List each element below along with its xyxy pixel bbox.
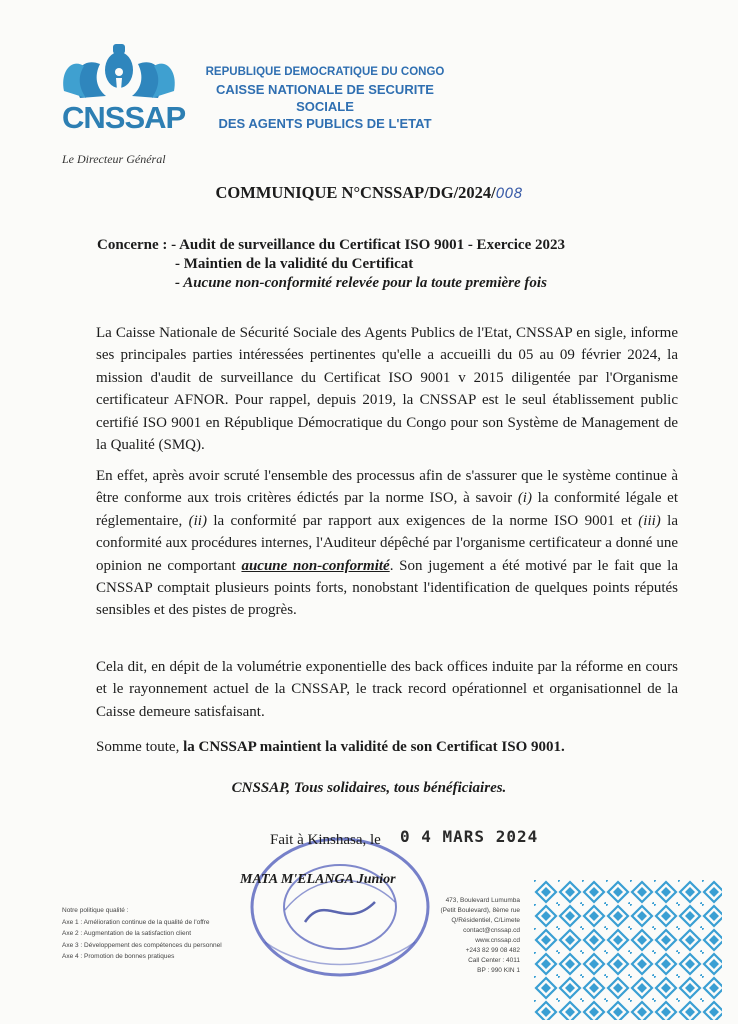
p2-roman-i: (i) bbox=[517, 490, 532, 507]
place-date-label: Fait à Kinshasa, le bbox=[270, 832, 381, 848]
p2-text-a: En effet, après avoir scruté l'ensemble des processus afin de s'assurer que le système continue à être conforme aux trois critères édictés par la norme ISO, à savoir bbox=[96, 468, 678, 507]
quality-policy bbox=[62, 905, 222, 963]
contact-line: www.cnssap.cd bbox=[475, 937, 520, 944]
logo-wordmark: CNSSAP bbox=[62, 100, 186, 135]
p2-text-d: la conformité aux procédures internes, l'Auditeur dépêché par l'organisme certificateur a donné une opinion ne comportant bbox=[96, 512, 679, 574]
contact-line: Call Center : 4011 bbox=[468, 957, 520, 964]
contact-line: (Petit Boulevard), 8ème rue bbox=[440, 907, 520, 914]
institution-header bbox=[200, 64, 450, 132]
concerne-item-2: - Maintien de la validité du Certificat bbox=[175, 256, 414, 272]
quality-axis: Axe 2 : Augmentation de la satisfaction client bbox=[62, 930, 191, 937]
stamped-date: 0 4 MARS 2024 bbox=[400, 827, 539, 846]
paragraph-2 bbox=[96, 465, 678, 622]
slogan: CNSSAP, Tous solidaires, tous bénéficiaires. bbox=[231, 780, 507, 796]
quality-axis: Axe 4 : Promotion de bonnes pratiques bbox=[62, 953, 175, 960]
official-stamp-icon bbox=[245, 832, 435, 982]
directeur-general-label: Le Directeur Général bbox=[62, 152, 166, 166]
contact-line: BP : 990 KIN 1 bbox=[477, 967, 520, 974]
communique-title bbox=[0, 183, 738, 203]
paragraph-3: Cela dit, en dépit de la volumétrie exponentielle des back offices induite par la réforme en cours et le rayonnement actuel de la CNSSAP, le track record opérationnel et organisationnel de la Caisse demeure satisfaisant. bbox=[96, 659, 678, 720]
concerne-block bbox=[97, 236, 565, 293]
p2-text-b: la conformité légale et réglementaire, bbox=[96, 490, 678, 529]
contact-line: contact@cnssap.cd bbox=[463, 927, 520, 934]
contact-line: +243 82 99 08 482 bbox=[465, 947, 520, 954]
p2-roman-iii: (iii) bbox=[638, 512, 661, 529]
contact-block bbox=[420, 896, 520, 976]
header-institution-line1: CAISSE NATIONALE DE SECURITE SOCIALE bbox=[216, 82, 434, 114]
p2-roman-ii: (ii) bbox=[188, 512, 207, 529]
concerne-item-3: - Aucune non-conformité relevée pour la toute première fois bbox=[175, 275, 547, 291]
p2-text-c: la conformité par rapport aux exigences de la norme ISO 9001 et bbox=[206, 512, 639, 529]
p2-emphasis: aucune non-conformité bbox=[241, 557, 390, 574]
p2-text-e: . Son jugement a été motivé par le fait que la CNSSAP comptait plusieurs points forts, nonobstant l'identification de quelques points réputés sensibles et des pistes de progrès. bbox=[96, 557, 678, 619]
paragraph-1: La Caisse Nationale de Sécurité Sociale des Agents Publics de l'Etat, CNSSAP en sigle, informe ses principales parties intéressées pertinentes qu'elle a accueilli du 05 au 09 février 2024, la mission d'audit de surveillance du Certificat ISO 9001 v 2015 diligentée par l'Organisme certificateur AFNOR. Pour rappel, depuis 2019, la CNSSAP est le seul établissement public certifié ISO 9001 en République Démocratique du Congo pour son Système de Management de la Qualité (SMQ). bbox=[96, 325, 678, 454]
contact-line: 473, Boulevard Lumumba bbox=[445, 897, 520, 904]
paragraph-4 bbox=[96, 736, 678, 758]
p4-text-bold: la CNSSAP maintient la validité de son Certificat ISO 9001. bbox=[183, 739, 565, 755]
header-country: REPUBLIQUE DEMOCRATIQUE DU CONGO bbox=[205, 66, 445, 78]
communique-prefix: COMMUNIQUE N°CNSSAP/DG/2024/ bbox=[215, 183, 496, 202]
quality-axis: Axe 1 : Amélioration continue de la qualité de l'offre bbox=[62, 918, 210, 926]
concerne-item-1: - Audit de surveillance du Certificat ISO 9001 - Exercice 2023 bbox=[171, 237, 566, 253]
concerne-label: Concerne : bbox=[97, 237, 172, 253]
signatory-name: MATA M'ELANGA Junior bbox=[240, 872, 396, 887]
header-institution-line2: DES AGENTS PUBLICS DE L'ETAT bbox=[218, 116, 432, 131]
decorative-pattern-icon bbox=[534, 880, 722, 1020]
contact-line: Q/Résidentiel, C/Limete bbox=[451, 917, 520, 924]
quality-policy-title: Notre politique qualité : bbox=[62, 907, 129, 914]
p4-text-a: Somme toute, bbox=[96, 739, 184, 755]
communique-number: 008 bbox=[495, 186, 523, 202]
quality-axis: Axe 3 : Développement des compétences du personnel bbox=[62, 941, 222, 949]
